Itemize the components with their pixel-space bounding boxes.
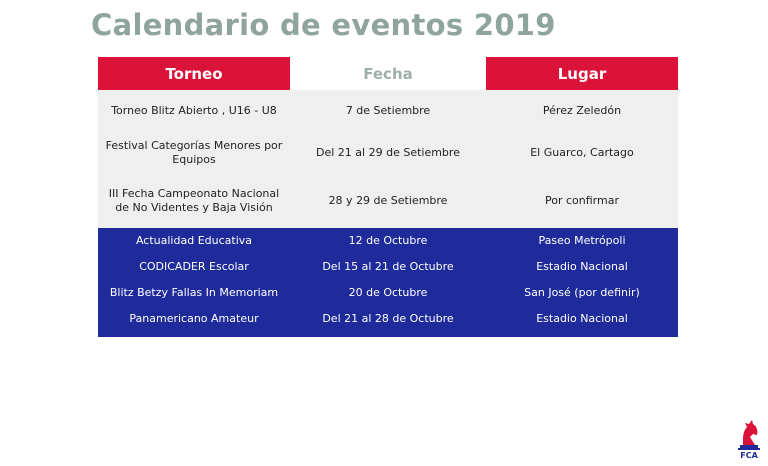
cell-lugar: El Guarco, Cartago bbox=[530, 146, 634, 159]
cell-fecha: Del 15 al 21 de Octubre bbox=[322, 260, 454, 273]
cell-torneo: Actualidad Educativa bbox=[135, 234, 253, 247]
header-torneo: Torneo bbox=[98, 57, 290, 90]
page-title: Calendario de eventos 2019 bbox=[91, 8, 556, 42]
events-table bbox=[98, 90, 678, 337]
cell-torneo: Festival Categorías Menores por Equipos bbox=[105, 139, 283, 166]
cell-lugar: Pérez Zeledón bbox=[542, 104, 622, 117]
cell-fecha: Del 21 al 28 de Octubre bbox=[322, 312, 454, 325]
cell-torneo: Blitz Betzy Fallas In Memoriam bbox=[109, 286, 279, 299]
cell-lugar: Estadio Nacional bbox=[536, 312, 628, 325]
chess-knight-icon bbox=[735, 415, 763, 461]
cell-lugar: Por confirmar bbox=[545, 194, 619, 207]
header-fecha: Fecha bbox=[290, 57, 486, 90]
table-header bbox=[98, 57, 678, 90]
table-row bbox=[98, 90, 678, 132]
table-row bbox=[98, 280, 678, 306]
table-row bbox=[98, 306, 678, 332]
table-row bbox=[98, 228, 678, 254]
september-block bbox=[98, 90, 678, 228]
fca-logo bbox=[735, 415, 763, 461]
cell-fecha: 28 y 29 de Setiembre bbox=[328, 194, 448, 207]
cell-fecha: 7 de Setiembre bbox=[345, 104, 431, 117]
cell-fecha: Del 21 al 29 de Setiembre bbox=[316, 146, 460, 159]
logo-text: FCA bbox=[740, 451, 758, 460]
cell-torneo: Panamericano Amateur bbox=[129, 312, 259, 325]
header-lugar: Lugar bbox=[486, 57, 678, 90]
cell-fecha: 12 de Octubre bbox=[348, 234, 428, 247]
cell-torneo: Torneo Blitz Abierto , U16 - U8 bbox=[111, 104, 277, 117]
cell-torneo: CODICADER Escolar bbox=[139, 260, 249, 273]
cell-lugar: San José (por definir) bbox=[524, 286, 640, 299]
cell-fecha: 20 de Octubre bbox=[348, 286, 428, 299]
cell-torneo: III Fecha Campeonato Nacional de No Videntes y Baja Visión bbox=[108, 187, 280, 214]
table-row bbox=[98, 132, 678, 174]
table-row bbox=[98, 174, 678, 228]
cell-lugar: Paseo Metrópoli bbox=[538, 234, 626, 247]
table-row bbox=[98, 254, 678, 280]
cell-lugar: Estadio Nacional bbox=[536, 260, 628, 273]
october-block bbox=[98, 228, 678, 337]
